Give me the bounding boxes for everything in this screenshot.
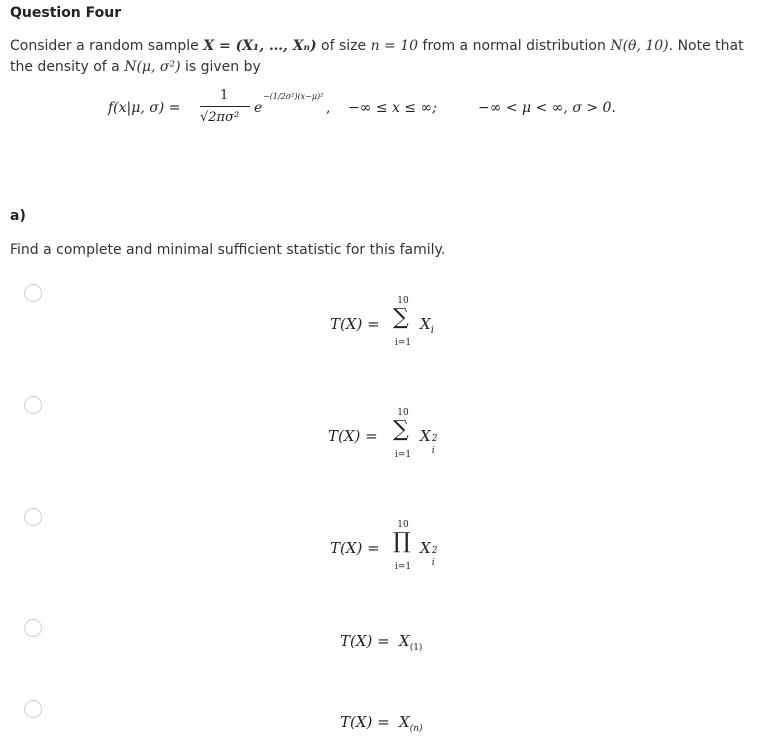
option-2-upper: 10 xyxy=(397,408,409,418)
question-title: Question Four xyxy=(10,5,122,21)
density-numerator: 1 xyxy=(220,88,229,103)
exponent: −(1/2σ²)(x−μ)² xyxy=(263,92,324,101)
option-5-lhs: T(X) = xyxy=(340,713,390,731)
option-4-formula[interactable] xyxy=(340,632,460,656)
option-3-formula[interactable] xyxy=(330,520,470,572)
option-1-radio[interactable] xyxy=(24,284,42,302)
option-1-term: $X_i$ xyxy=(420,315,434,336)
size-text: of size xyxy=(321,38,367,54)
exp-base: e xyxy=(254,100,263,116)
intro-prefix: Consider a random sample xyxy=(10,38,199,54)
option-1-formula[interactable] xyxy=(330,296,470,348)
size-expr: n = 10 xyxy=(370,38,419,54)
option-3-term: X 2 i xyxy=(420,539,438,568)
option-5-term: $X_{(n)}$ xyxy=(399,713,423,734)
option-1-lhs: T(X) = xyxy=(330,315,380,333)
option-5-formula[interactable] xyxy=(340,713,460,737)
fraction-bar xyxy=(200,106,250,107)
option-3-lhs: T(X) = xyxy=(330,539,380,557)
option-3-operator: ∏ xyxy=(393,529,411,554)
part-prompt: Find a complete and minimal sufficient statistic for this family. xyxy=(10,242,446,258)
density-text-suffix: is given by xyxy=(184,59,261,75)
option-1-lower: i=1 xyxy=(394,338,412,348)
option-1-upper: 10 xyxy=(397,296,409,306)
option-4-radio[interactable] xyxy=(24,619,42,637)
density-dist: N(μ, σ²) xyxy=(124,59,181,75)
x-range: −∞ ≤ x ≤ ∞; xyxy=(348,100,437,116)
from-text: from a normal distribution xyxy=(422,38,606,54)
option-1-operator: ∑ xyxy=(393,305,409,330)
sample-expr: X = (X₁, …, Xₙ) xyxy=(203,38,317,54)
option-3-upper: 10 xyxy=(397,520,409,530)
option-4-lhs: T(X) = xyxy=(340,632,390,650)
option-2-term: X 2 i xyxy=(420,427,438,456)
param-range: −∞ < μ < ∞, σ > 0. xyxy=(478,100,616,116)
option-5-radio[interactable] xyxy=(24,700,42,718)
option-3-lower: i=1 xyxy=(394,562,412,572)
option-2-formula[interactable] xyxy=(328,408,468,460)
option-2-lhs: T(X) = xyxy=(328,427,378,445)
option-2-lower: i=1 xyxy=(394,450,412,460)
option-3-radio[interactable] xyxy=(24,508,42,526)
formula-comma: , xyxy=(326,100,331,116)
density-text-prefix: the density of a xyxy=(10,59,120,75)
option-2-operator: ∑ xyxy=(393,417,409,442)
note-text: Note that xyxy=(677,38,744,54)
dist-expr: N(θ, 10). xyxy=(610,38,674,54)
density-lhs: f(x|μ, σ) = xyxy=(108,100,181,116)
part-label: a) xyxy=(10,208,26,224)
density-denominator: √2πσ² xyxy=(200,110,240,125)
question-intro xyxy=(10,36,745,78)
option-2-radio[interactable] xyxy=(24,396,42,414)
option-4-term: $X_{(1)}$ xyxy=(399,632,423,653)
